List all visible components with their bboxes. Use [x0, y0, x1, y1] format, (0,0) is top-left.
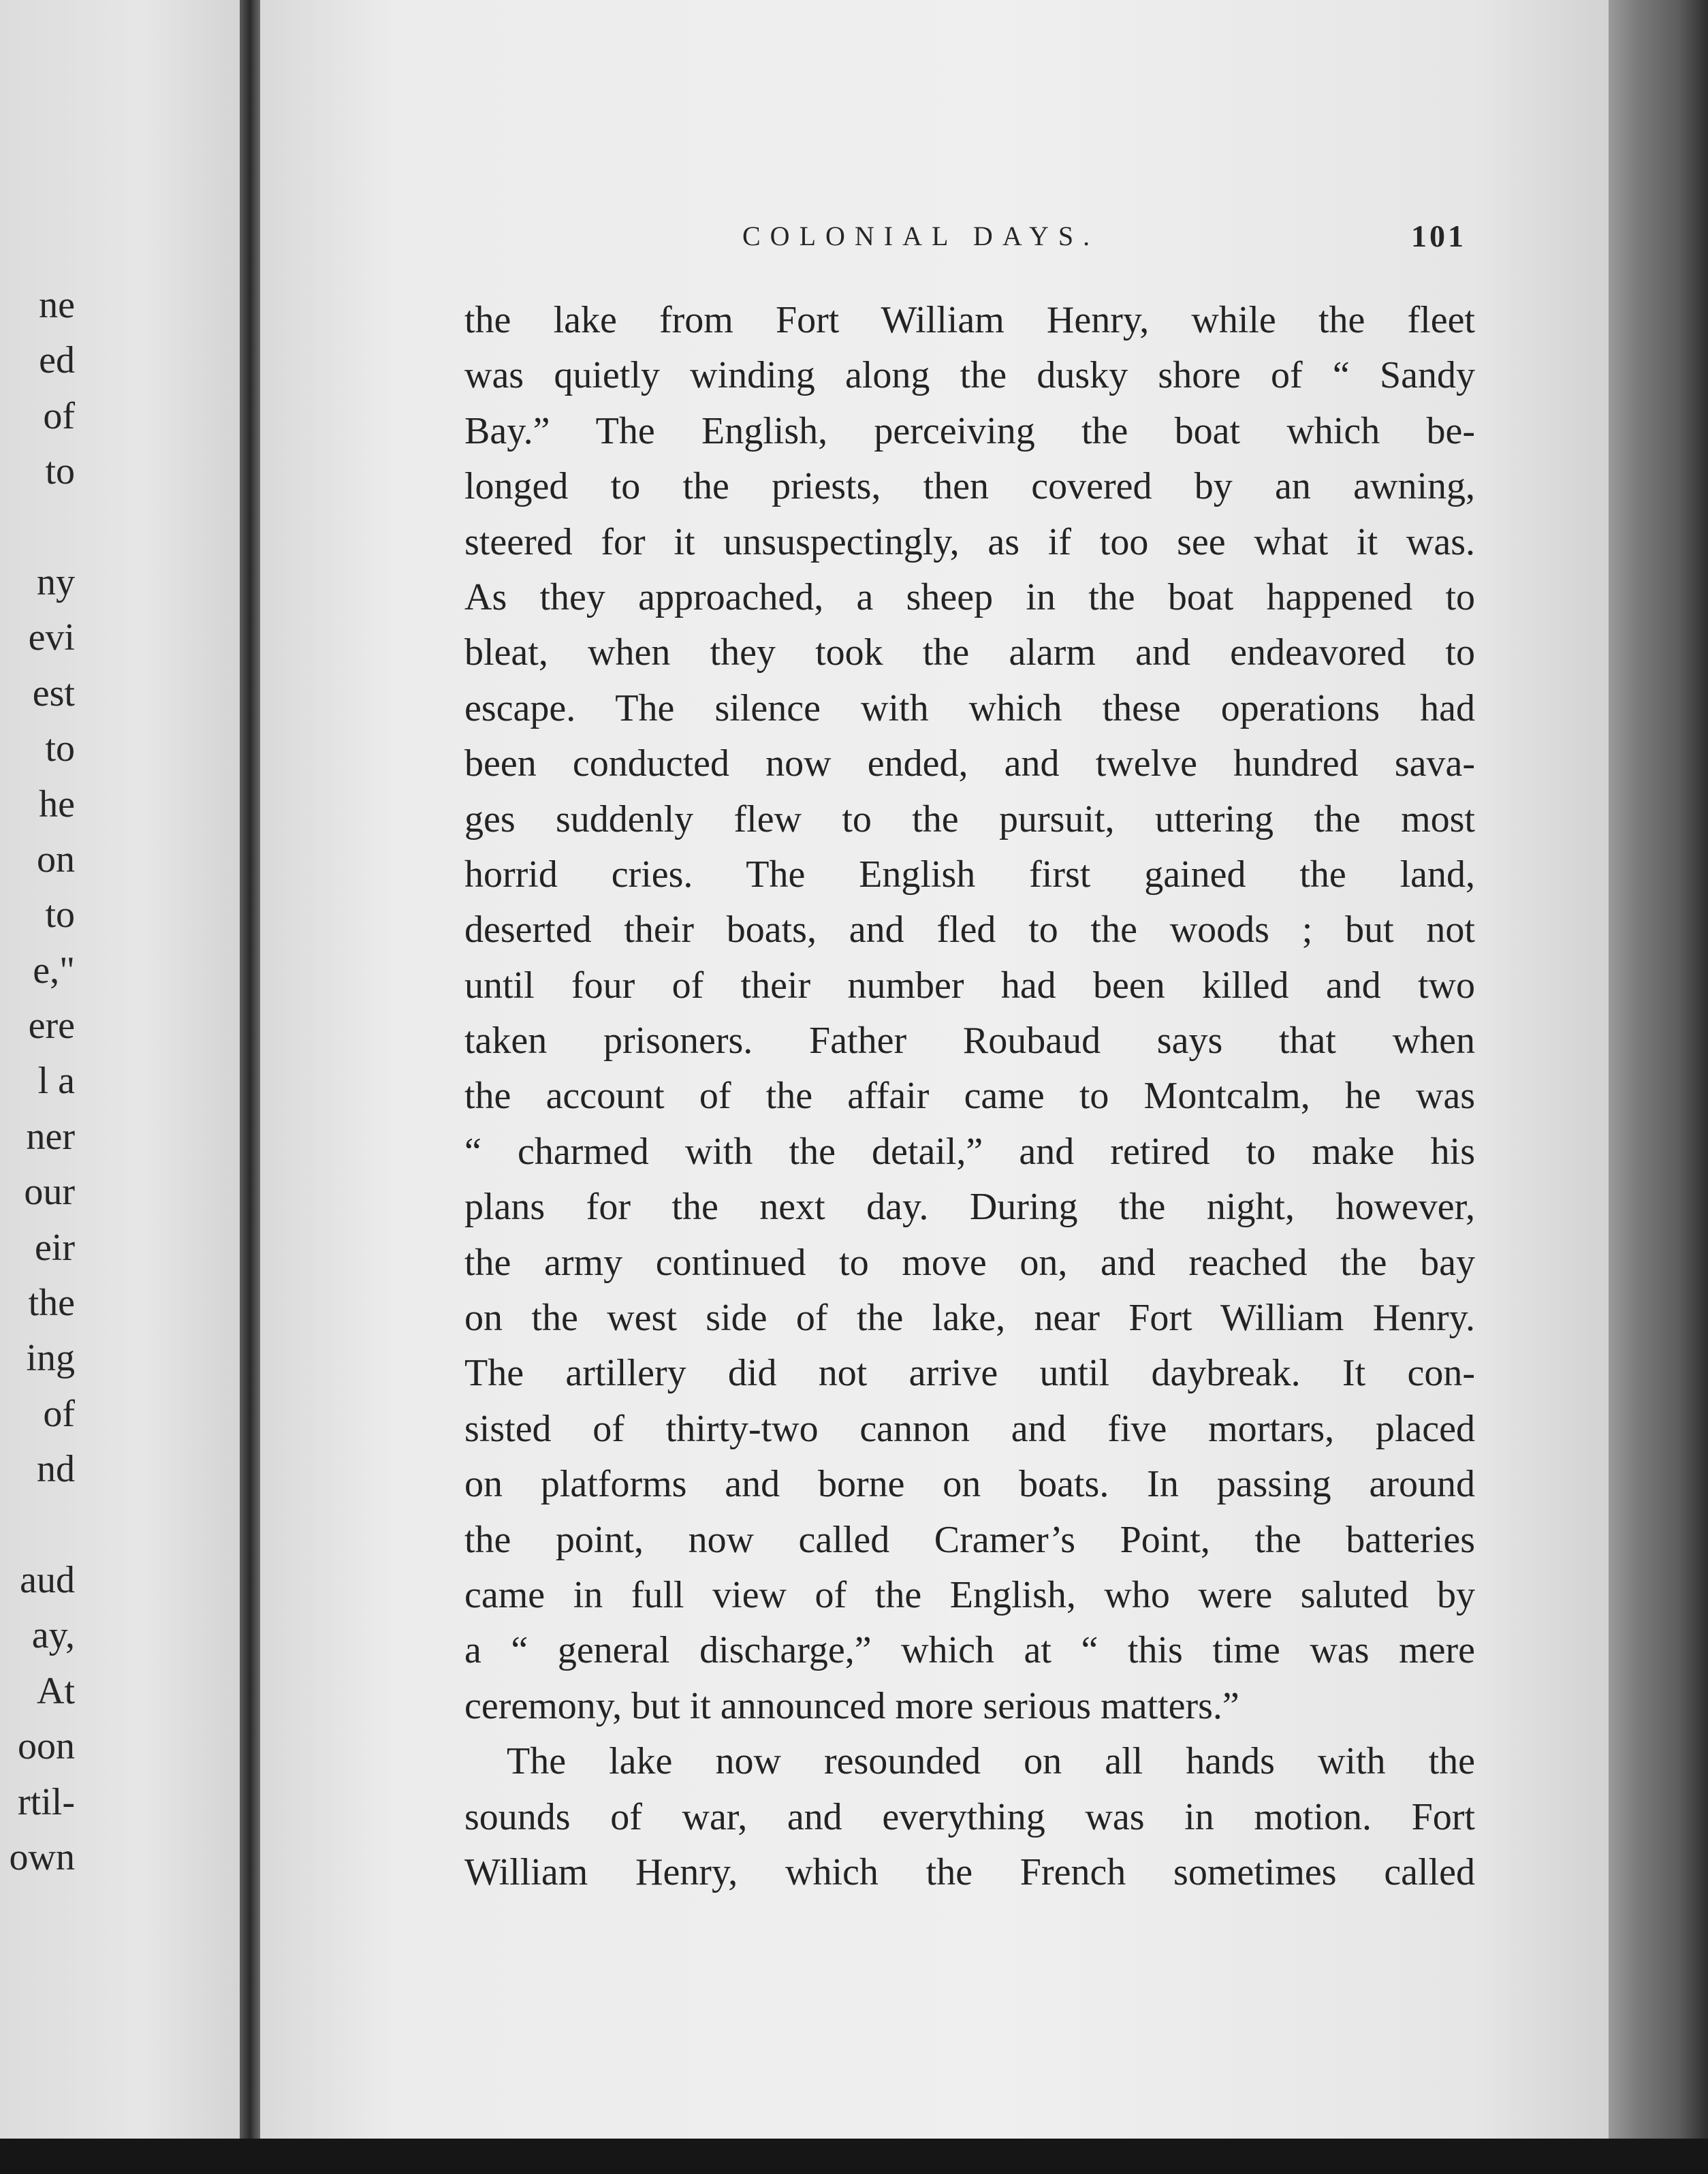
text-line: ges suddenly flew to the pursuit, uttering the most: [464, 798, 1475, 840]
fragment-line: e,": [33, 949, 75, 992]
paragraph-end-line: ceremony, but it announced more serious matters.”: [464, 1684, 1239, 1727]
fragment-line: ing: [26, 1337, 75, 1380]
text-line: As they approached, a sheep in the boat happened to: [464, 576, 1475, 618]
running-head-title: COLONIAL DAYS.: [742, 221, 1100, 251]
fragment-line: ny: [37, 561, 75, 603]
fragment-line: [0, 500, 75, 555]
fragment-line: ay,: [31, 1614, 75, 1657]
text-line: the point, now called Cramer’s Point, the batteries: [464, 1518, 1475, 1561]
text-line: on the west side of the lake, near Fort William Henry.: [464, 1297, 1475, 1340]
text-line: the army continued to move on, and reached the bay: [464, 1241, 1475, 1284]
fragment-line: ere: [28, 1005, 75, 1047]
fragment-line: of: [43, 394, 75, 437]
text-line: deserted their boats, and fled to the woods ; but not: [464, 909, 1475, 951]
page-number: 101: [1411, 219, 1466, 253]
fragment-line: to: [45, 450, 75, 493]
fragment-line: our: [24, 1171, 75, 1214]
body-text: [464, 293, 1475, 1900]
fragment-line: to: [45, 727, 75, 770]
fragment-line: est: [32, 672, 75, 714]
text-line: plans for the next day. During the night, however,: [464, 1186, 1475, 1229]
fragment-line: l a: [37, 1060, 75, 1103]
fragment-line: ne: [39, 284, 75, 326]
paragraph-start-line: The lake now resounded on all hands with the: [507, 1740, 1475, 1783]
fragment-line: own: [9, 1836, 75, 1878]
book-edge: [1609, 0, 1708, 2139]
running-head: [260, 212, 1609, 260]
text-line: sounds of war, and everything was in motion. Fort: [464, 1795, 1475, 1838]
fragment-line: [0, 1498, 75, 1553]
text-line: horrid cries. The English first gained the land,: [464, 853, 1475, 896]
fragment-line: evi: [28, 616, 75, 659]
previous-page-text: [0, 278, 75, 1885]
fragment-line: ed: [39, 339, 75, 382]
text-line: the account of the affair came to Montcalm, he was: [464, 1075, 1475, 1118]
book-gutter: [240, 0, 260, 2139]
fragment-line: oon: [18, 1725, 75, 1768]
fragment-line: on: [37, 838, 75, 881]
text-line: steered for it unsuspectingly, as if too see what it was.: [464, 520, 1475, 563]
text-line: on platforms and borne on boats. In passing around: [464, 1463, 1475, 1506]
text-line: longed to the priests, then covered by an awning,: [464, 465, 1475, 508]
current-page: [260, 0, 1609, 2139]
fragment-line: At: [37, 1669, 75, 1712]
fragment-line: nd: [37, 1448, 75, 1491]
fragment-line: eir: [34, 1226, 75, 1269]
text-line: sisted of thirty-two cannon and five mortars, placed: [464, 1407, 1475, 1450]
scan-bottom-border: [0, 2139, 1708, 2174]
fragment-line: rtil-: [18, 1780, 75, 1823]
text-line: Bay.” The English, perceiving the boat which be-: [464, 409, 1475, 452]
text-line: was quietly winding along the dusky shore of “ Sandy: [464, 354, 1475, 397]
fragment-line: he: [39, 783, 75, 825]
text-line: taken prisoners. Father Roubaud says that when: [464, 1020, 1475, 1062]
fragment-line: aud: [20, 1558, 75, 1601]
text-line: bleat, when they took the alarm and endeavored to: [464, 631, 1475, 674]
text-line: been conducted now ended, and twelve hundred sava-: [464, 742, 1475, 785]
fragment-line: of: [43, 1392, 75, 1435]
fragment-line: ner: [26, 1115, 75, 1158]
previous-page: [0, 0, 240, 2139]
text-line: came in full view of the English, who were saluted by: [464, 1573, 1475, 1616]
fragment-line: the: [28, 1282, 75, 1325]
text-line: The artillery did not arrive until daybreak. It con-: [464, 1352, 1475, 1395]
text-line: the lake from Fort William Henry, while the fleet: [464, 299, 1475, 341]
text-line: a “ general discharge,” which at “ this time was mere: [464, 1629, 1475, 1672]
text-line: William Henry, which the French sometimes called: [464, 1850, 1475, 1893]
text-line: escape. The silence with which these operations had: [464, 687, 1475, 729]
fragment-line: to: [45, 894, 75, 936]
text-line: “ charmed with the detail,” and retired to make his: [464, 1130, 1475, 1173]
text-line: until four of their number had been killed and two: [464, 964, 1475, 1007]
